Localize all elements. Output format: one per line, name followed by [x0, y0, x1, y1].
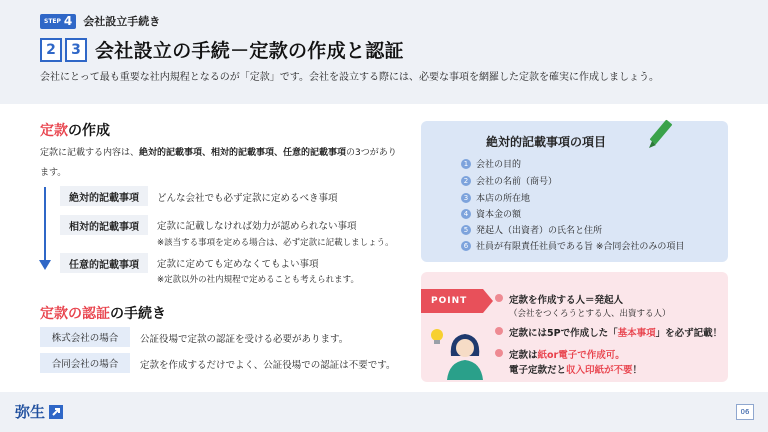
term-note-relative: ※該当する事項を定める場合は、必ず定款に記載しましょう。 [157, 238, 394, 248]
list-item: 4 資本金の額 [461, 207, 521, 220]
proc-desc-gk: 定款を作成するだけでよく、公証役場での認証は不要です。 [140, 360, 396, 371]
absolute-items-panel [421, 121, 728, 262]
term-desc-absolute: どんな会社でも必ず定款に定めるべき事項 [157, 193, 338, 204]
term-note-optional: ※定款以外の社内規程で定めることも考えられます。 [157, 275, 359, 285]
arrow-down-icon [44, 187, 46, 264]
section-title-certification: 定款の認証の手続き [40, 306, 166, 322]
proc-desc-kk: 公証役場で定款の認証を受ける必要があります。 [140, 334, 349, 345]
page-number-box-1: 2 [40, 38, 62, 62]
footer-band [0, 392, 768, 432]
point-tag: POINT [421, 289, 483, 313]
list-item: 2 会社の名前（商号） [461, 174, 557, 187]
proc-label-gk: 合同会社の場合 [40, 353, 130, 373]
list-item: 5 発起人（出資者）の氏名と住所 [461, 223, 602, 236]
logo-mark-icon [49, 405, 63, 419]
term-label-relative: 相対的記載事項 [60, 215, 148, 235]
point-item-2: 定款には5Pで作成した「基本事項」を必ず記載！ [495, 325, 722, 339]
term-desc-relative: 定款に記載しなければ効力が認められない事項 [157, 221, 357, 232]
brand-logo: 弥生 [15, 401, 63, 422]
lightbulb-icon [430, 328, 444, 348]
point-item-1-sub: （会社をつくろうとする人、出資する人） [509, 309, 671, 319]
title-row [40, 36, 404, 63]
step-text: 会社設立手続き [83, 15, 161, 28]
point-item-3-line2: 電子定款だと収入印紙が不要！ [509, 365, 643, 376]
pencil-icon [643, 115, 683, 155]
point-item-3: 定款は紙or電子で作成可。 [495, 347, 625, 361]
page-number: 06 [736, 404, 754, 420]
step-badge: STEP 4 [40, 14, 76, 29]
term-label-optional: 任意的記載事項 [60, 253, 148, 273]
absolute-items-title: 絶対的記載事項の項目 [485, 135, 606, 149]
proc-label-kk: 株式会社の場合 [40, 327, 130, 347]
arrow-head-icon [39, 260, 51, 270]
point-item-1: 定款を作成する人＝発起人 [495, 292, 623, 306]
page-number-box-2: 3 [65, 38, 87, 62]
term-label-absolute: 絶対的記載事項 [60, 186, 148, 206]
list-item: 1 会社の目的 [461, 157, 521, 170]
list-item: 3 本店の所在地 [461, 191, 530, 204]
list-item: 6 社員が有限責任社員である旨 ※合同会社のみの項目 [461, 239, 684, 252]
page-subtitle: 会社にとって最も重要な社内規程となるのが「定款」です。会社を設立する際には、必要な事項を網羅した定款を確実に作成しましょう。 [40, 72, 659, 83]
step-indicator [40, 13, 160, 29]
point-panel [421, 272, 728, 382]
section-intro: 定款に記載する内容は、絶対的記載事項、相対的記載事項、任意的記載事項の3つがあります。 [40, 148, 397, 178]
term-desc-optional: 定款に定めても定めなくてもよい事項 [157, 259, 319, 270]
person-icon [445, 328, 485, 380]
page-title: 会社設立の手続－定款の作成と認証 [95, 40, 404, 62]
section-title-creation: 定款の作成 [40, 123, 110, 139]
